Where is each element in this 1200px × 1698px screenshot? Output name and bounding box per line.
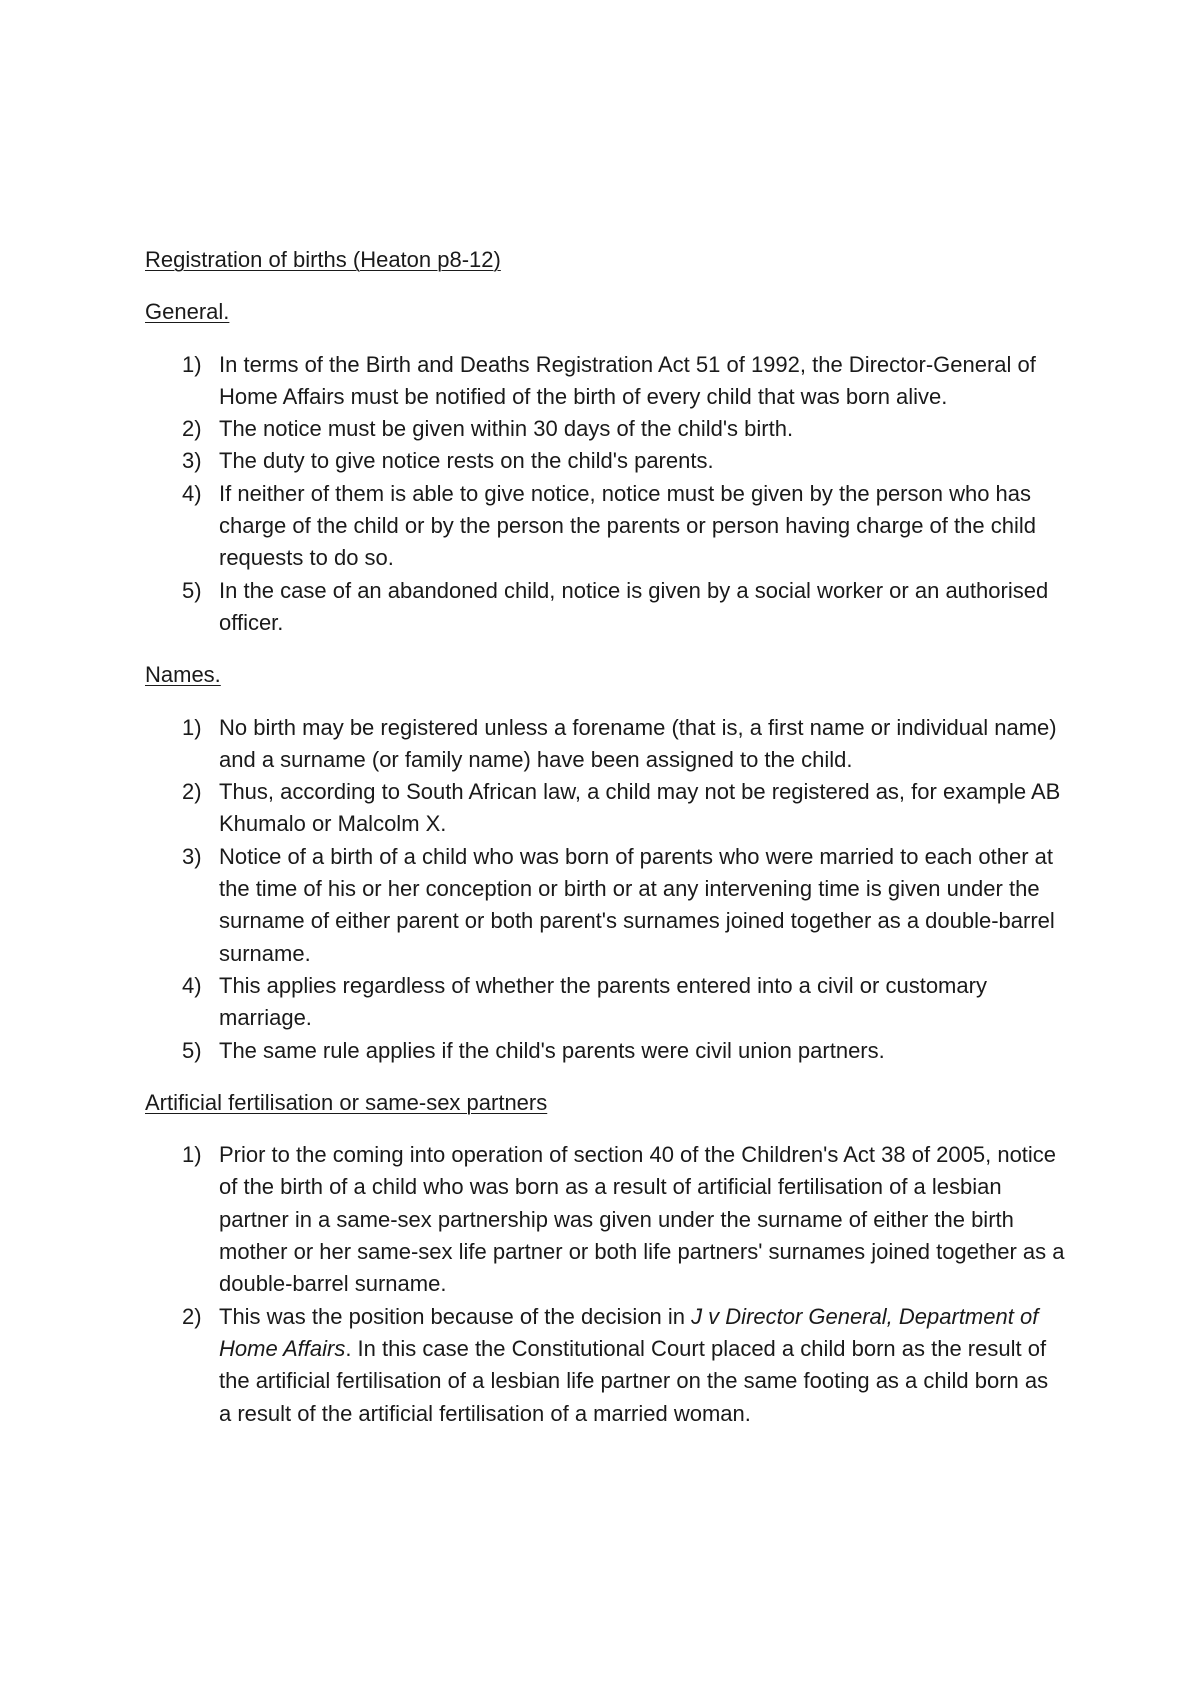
list-item (145, 712, 1065, 777)
list-text (219, 1301, 1065, 1430)
list-number: 4) (182, 972, 202, 998)
list-number: 2) (182, 1303, 202, 1329)
names-list (145, 712, 1065, 1067)
list-text: Thus, according to South African law, a child may not be registered as, for example AB Khumalo or Malcolm X. (219, 779, 1061, 837)
list-number: 3) (182, 843, 202, 869)
list-text-before: This was the position because of the decision in (219, 1303, 692, 1329)
list-text: The duty to give notice rests on the child's parents. (219, 448, 714, 474)
section-heading-artificial-fertilisation: Artificial fertilisation or same-sex partners (145, 1089, 548, 1115)
case-name: J v Director General, Department of Home Affairs (219, 1303, 1039, 1361)
list-text: In the case of an abandoned child, notice is given by a social worker or an authorised officer. (219, 577, 1049, 635)
list-item (145, 445, 1065, 477)
document-body (145, 244, 1065, 1450)
list-item (145, 413, 1065, 445)
list-item (145, 1139, 1065, 1300)
list-number: 2) (182, 416, 202, 442)
list-item (145, 1035, 1065, 1067)
list-item (145, 478, 1065, 575)
list-text: The same rule applies if the child's parents were civil union partners. (219, 1037, 885, 1063)
list-number: 1) (182, 1142, 202, 1168)
list-item (145, 776, 1065, 841)
list-number: 3) (182, 448, 202, 474)
list-text: Notice of a birth of a child who was born of parents who were married to each other at the time of his or her conception or birth or at any intervening time is given under the surname of either parent or both parent's surnames joined together as a double-barrel surname. (219, 843, 1055, 966)
list-number: 5) (182, 577, 202, 603)
general-list (145, 349, 1065, 640)
list-text: If neither of them is able to give notice, notice must be given by the person who has charge of the child or by the person the parents or person having charge of the child requests to do so. (219, 480, 1036, 571)
list-number: 1) (182, 714, 202, 740)
section-heading-names: Names. (145, 662, 221, 688)
list-text: Prior to the coming into operation of section 40 of the Children's Act 38 of 2005, notice of the birth of a child who was born as a result of artificial fertilisation of a lesbian partner in a same-sex partnership was given under the surname of either the birth mother or her same-sex life partner or both life partners' surnames joined together as a double-barrel surname. (219, 1142, 1065, 1297)
list-item (145, 349, 1065, 414)
list-number: 5) (182, 1037, 202, 1063)
document-title: Registration of births (Heaton p8-12) (145, 247, 501, 272)
list-item (145, 841, 1065, 970)
list-item (145, 970, 1065, 1035)
list-text-after: . In this case the Constitutional Court placed a child born as the result of the artificial fertilisation of a lesbian life partner on the same footing as a child born as a result of the artificial fertilisation of a married woman. (219, 1335, 1049, 1426)
list-number: 2) (182, 779, 202, 805)
list-text: No birth may be registered unless a forename (that is, a first name or individual name) and a surname (or family name) have been assigned to the child. (219, 714, 1057, 772)
section-heading-general: General. (145, 299, 230, 325)
list-text: The notice must be given within 30 days of the child's birth. (219, 416, 794, 442)
list-item (145, 1301, 1065, 1430)
artificial-fertilisation-list (145, 1139, 1065, 1430)
list-item (145, 575, 1065, 640)
list-text: This applies regardless of whether the parents entered into a civil or customary marriage. (219, 972, 987, 1031)
list-number: 4) (182, 480, 202, 506)
list-text: In terms of the Birth and Deaths Registration Act 51 of 1992, the Director-General of Home Affairs must be notified of the birth of every child that was born alive. (219, 351, 1036, 409)
list-number: 1) (182, 351, 202, 377)
